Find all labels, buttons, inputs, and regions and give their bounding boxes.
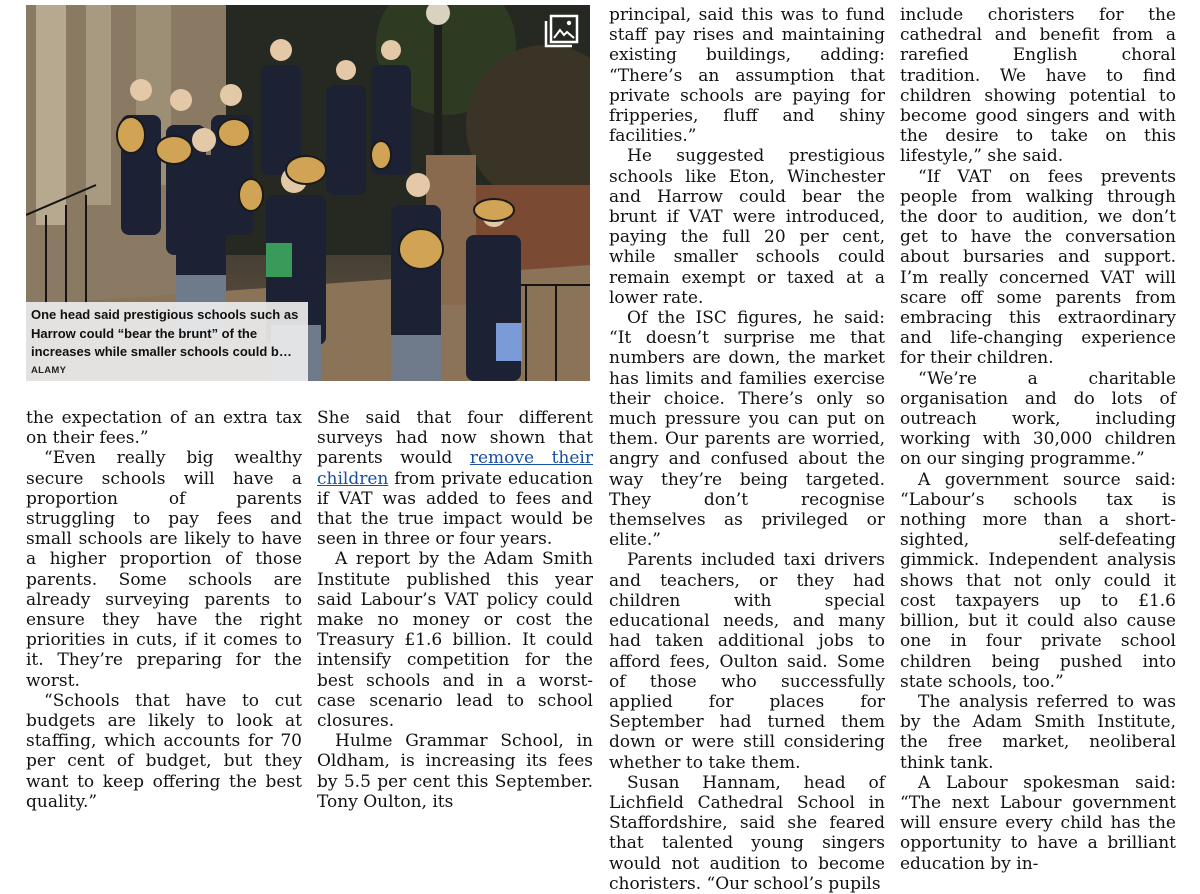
article-photo[interactable]	[26, 5, 590, 381]
paragraph: the expectation of an extra tax on their fees.”	[26, 408, 302, 449]
paragraph: “If VAT on fees prevents people from walking through the door to audition, we don’t get to have the conversation about bursaries and support. I’m really concerned VAT will scare off some parents from embracing this extraordinary and life-changing experience for their children.	[900, 166, 1176, 369]
paragraph: A government source said: “Labour’s schools tax is nothing more than a short-sighted, self-defeating gimmick. Independent analysis shows that not only could it cost taxpayers up to £1.6 billion, but it could also cause one in four private school children being pushed into state schools, too.”	[900, 469, 1176, 692]
paragraph: principal, said this was to fund staff pay rises and maintaining existing buildings, adding: “There’s an assumption that private schools are paying for fripperies, fluff and shiny facilities.”	[609, 5, 885, 147]
remove-their-children-link[interactable]: remove their children	[317, 448, 593, 489]
paragraph: A Labour spokesman said: “The next Labour government will ensure every child has the opportunity to have a brilliant education by in-	[900, 772, 1176, 874]
paragraph: “We’re a charitable organisation and do lots of outreach work, including working with 30,000 children on our singing programme.”	[900, 368, 1176, 470]
paragraph: Parents included taxi drivers and teachers, or they had children with special educational needs, and many had taken additional jobs to afford fees, Oulton said. Some of those who successfully applied for places for September had turned them down or were still considering whether to take them.	[609, 550, 885, 773]
article-column-3	[609, 5, 885, 894]
paragraph: “Even really big wealthy secure schools will have a proportion of parents struggling to pay fees and small schools are likely to have a higher proportion of those parents. Some schools are already surveying parents to ensure they have the right priorities in cuts, if it comes to it. They’re preparing for the worst.	[26, 448, 302, 691]
paragraph: A report by the Adam Smith Institute published this year said Labour’s VAT policy could make no money or cost the Treasury £1.6 billion. It could intensify competition for the best schools and in a worst-case scenario lead to school closures.	[317, 549, 593, 732]
photo-caption-box	[26, 302, 308, 381]
paragraph: “Schools that have to cut budgets are likely to look at staffing, which accounts for 70 per cent of budget, but they want to keep offering the best quality.”	[26, 690, 302, 812]
paragraph-text: She said that four different surveys had now shown that parents would	[317, 408, 593, 469]
paragraph: He suggested prestigious schools like Eton, Winchester and Harrow could bear the brunt if VAT were introduced, paying the full 20 per cent, while smaller schools could remain exempt or taxed at a lower rate.	[609, 146, 885, 308]
paragraph-text: from private education if VAT was added to fees and that the true impact would be seen in three or four years.	[317, 468, 593, 550]
paragraph: Susan Hannam, head of Lichfield Cathedral School in Staffordshire, said she feared that talented young singers would not audition to become choristers. “Our school’s pupils	[609, 772, 885, 894]
article-column-1	[26, 408, 302, 812]
paragraph	[317, 408, 593, 549]
article-column-2	[317, 408, 593, 812]
paragraph: Of the ISC figures, he said: “It doesn’t surprise me that numbers are down, the market has limits and families exercise their choice. There’s only so much pressure you can put on them. Our parents are worried, angry and confused about the way they’re being targeted. They don’t recognise themselves as privileged or elite.”	[609, 308, 885, 551]
paragraph: The analysis referred to was by the Adam Smith Institute, the free market, neoliberal think tank.	[900, 691, 1176, 773]
gallery-icon[interactable]	[542, 13, 580, 49]
photo-caption: One head said prestigious schools such as Harrow could “bear the brunt” of the increases while smaller schools could b…	[31, 307, 299, 359]
paragraph: Hulme Grammar School, in Oldham, is increasing its fees by 5.5 per cent this September. Tony Oulton, its	[317, 731, 593, 812]
article-column-4	[900, 5, 1176, 874]
photo-credit: ALAMY	[31, 365, 67, 376]
paragraph: include choristers for the cathedral and benefit from a rarefied English choral tradition. We have to find children showing potential to become good singers and with the desire to take on this lifestyle,” she said.	[900, 5, 1176, 167]
